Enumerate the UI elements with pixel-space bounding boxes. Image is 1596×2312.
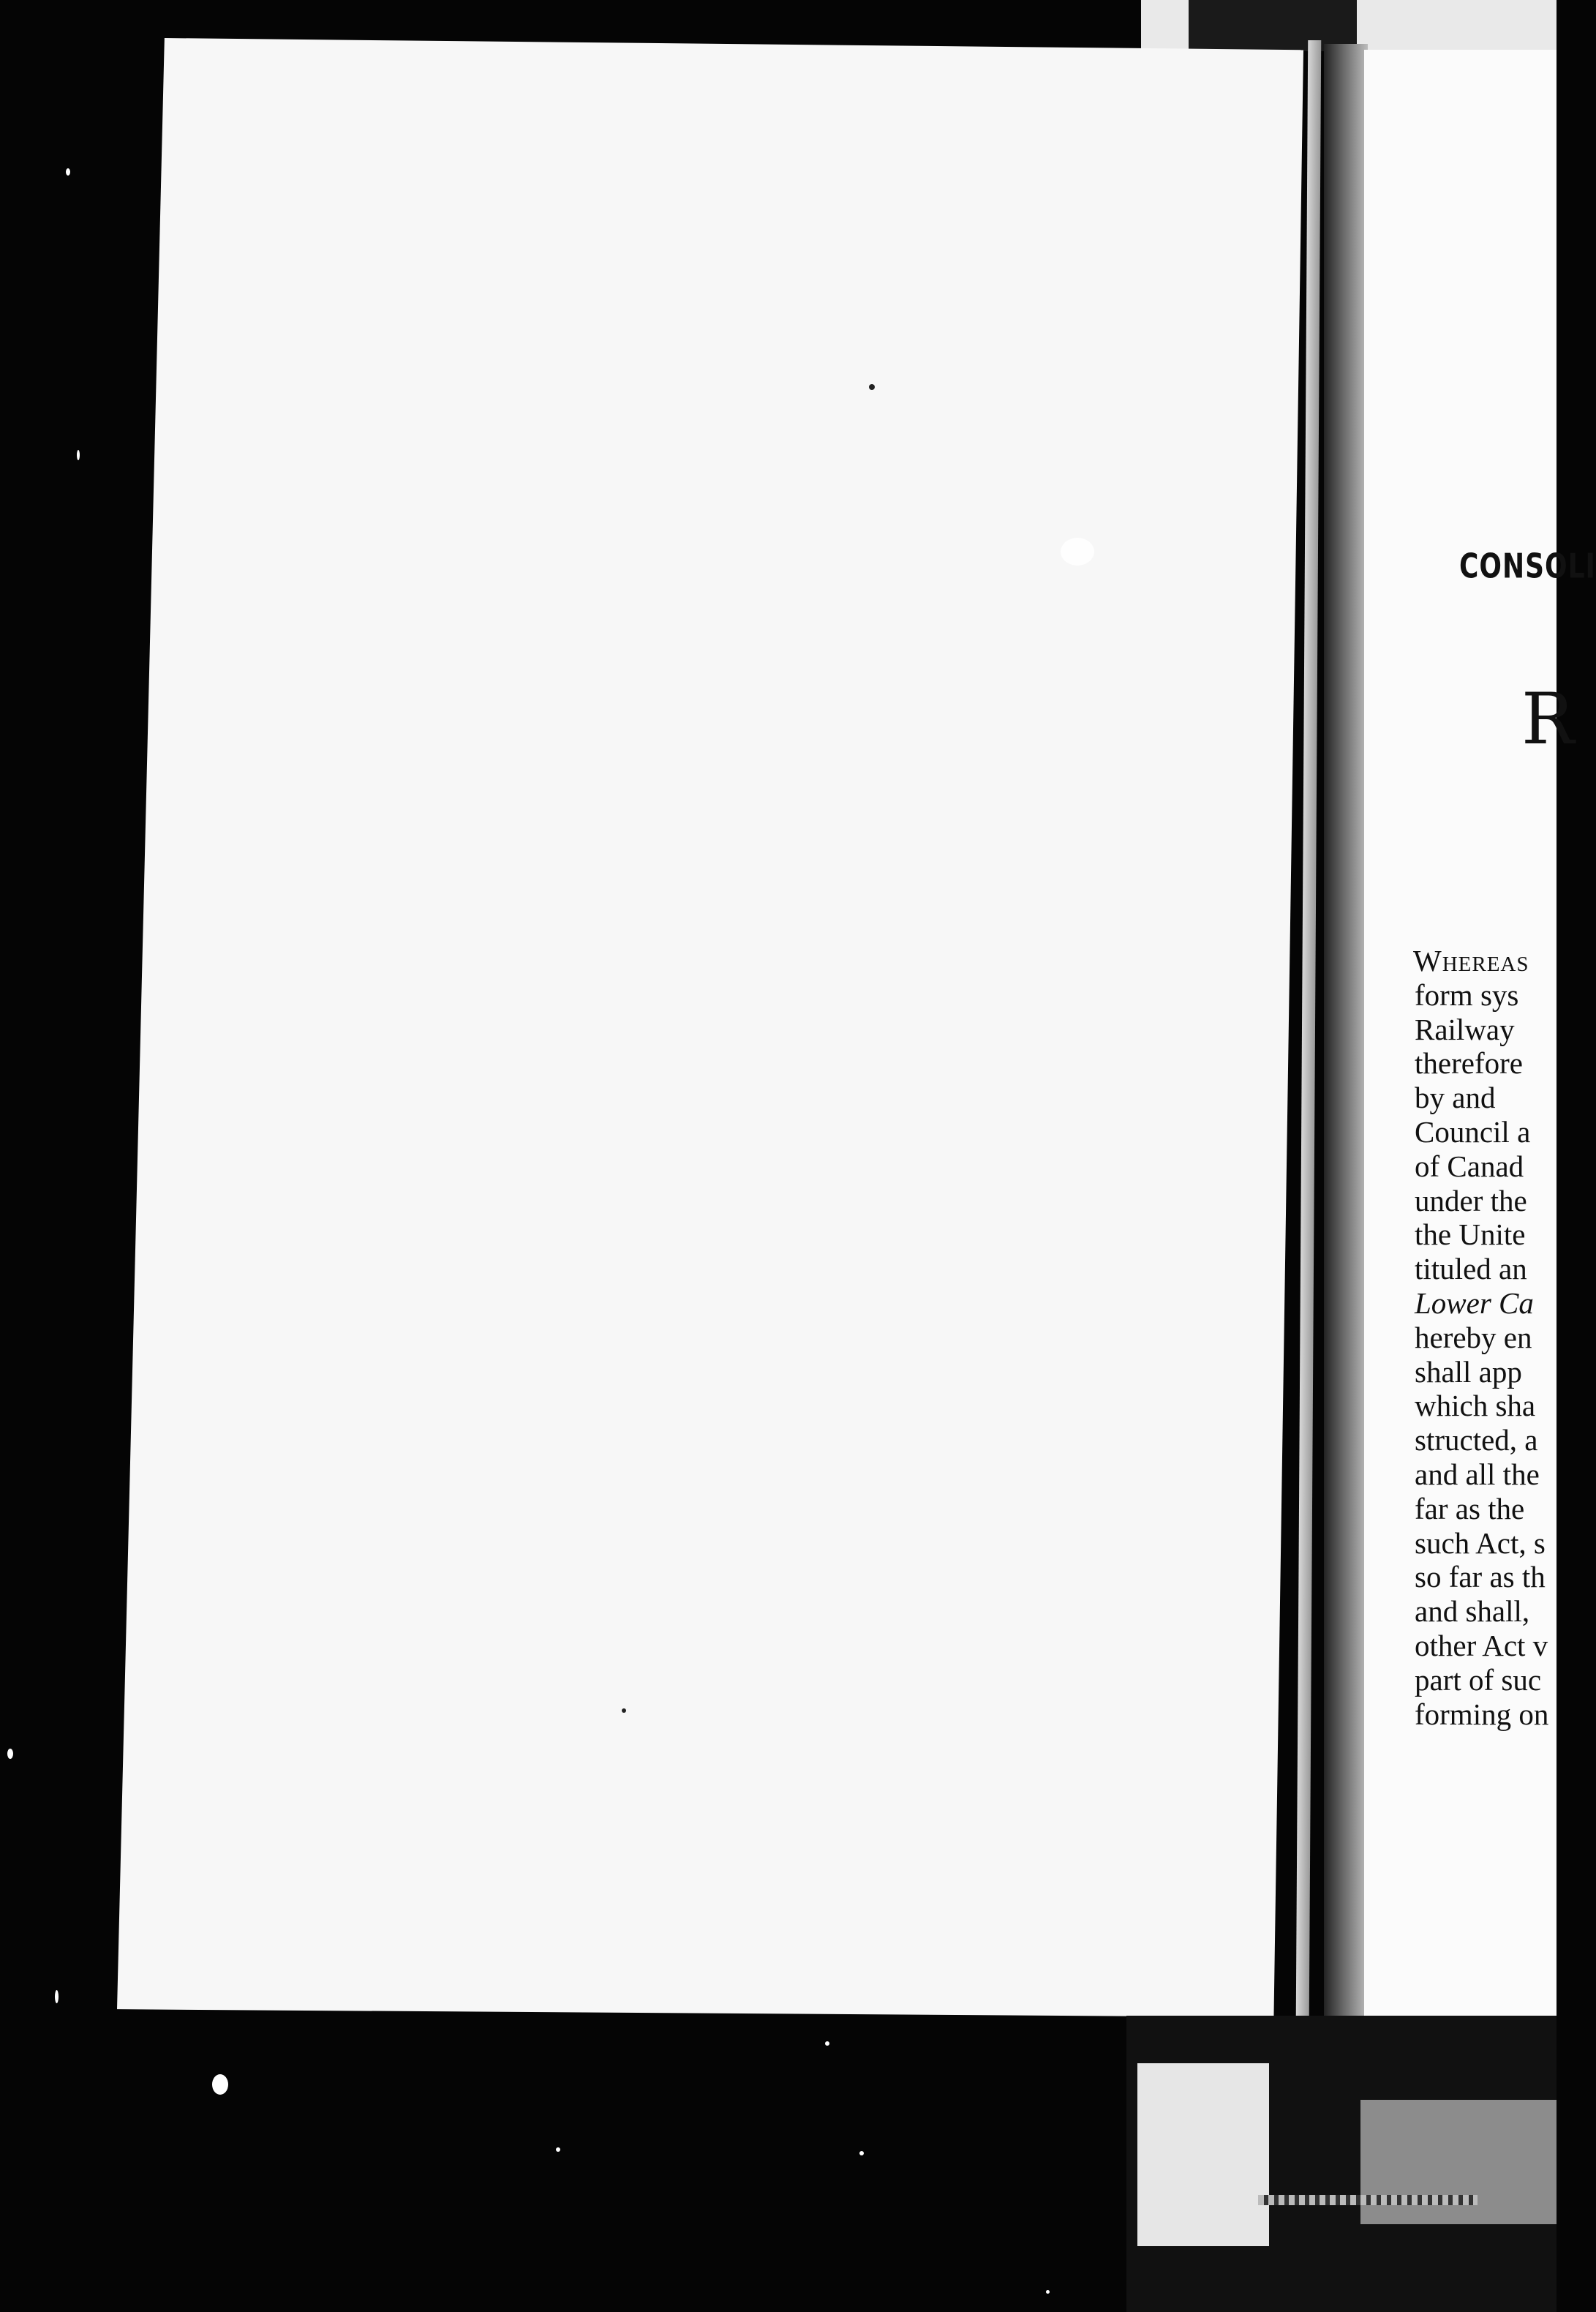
text-line: such Act, s [1415,1525,1546,1560]
text-line: the Unite [1415,1217,1526,1252]
background-speck [556,2147,560,2152]
text-line: part of suc [1415,1662,1542,1697]
text-line: and shall, [1415,1594,1530,1629]
background-speck [825,2041,829,2046]
bead-strip [1258,2195,1478,2205]
text-line: of Canad [1415,1149,1524,1183]
text-line: under the [1415,1183,1527,1217]
text-line: far as the [1415,1491,1525,1525]
background-speck [859,2151,864,2155]
text-line: by and [1415,1081,1496,1115]
text-line: tituled an [1415,1252,1527,1286]
background-speck [1046,2290,1050,2294]
bottom-light-block [1137,2063,1269,2246]
title-initial: R [1521,678,1575,760]
page-blemish [1061,538,1094,566]
text-line: form sys [1415,977,1519,1012]
text-line: therefore [1415,1046,1523,1081]
text-line: which sha [1415,1389,1536,1423]
text-line: shall app [1415,1354,1522,1389]
text-line: forming on [1415,1697,1549,1731]
text-line: structed, a [1415,1423,1538,1457]
text-line: so far as th [1415,1560,1546,1594]
page-speck [622,1708,626,1713]
background-speck [212,2074,228,2095]
text-line: hereby en [1415,1320,1532,1354]
background-speck [77,450,80,460]
book-gutter [1324,44,1368,2019]
page-speck [869,384,875,390]
text-line: other Act v [1415,1628,1548,1662]
text-line: Whereas [1413,944,1529,977]
text-line: Lower Ca [1415,1286,1534,1320]
text-line: Railway [1415,1012,1515,1046]
bottom-gray-area [1360,2100,1557,2224]
background-speck [66,168,70,176]
text-line: Council a [1415,1114,1531,1149]
section-heading: CONSOLI [1459,547,1596,586]
text-line: and all the [1415,1457,1540,1491]
background-speck [55,1990,59,2003]
left-page-edge [1296,40,1321,2016]
body-paragraph [1413,944,1559,1731]
blank-left-page [117,38,1303,2017]
background-speck [7,1749,13,1759]
